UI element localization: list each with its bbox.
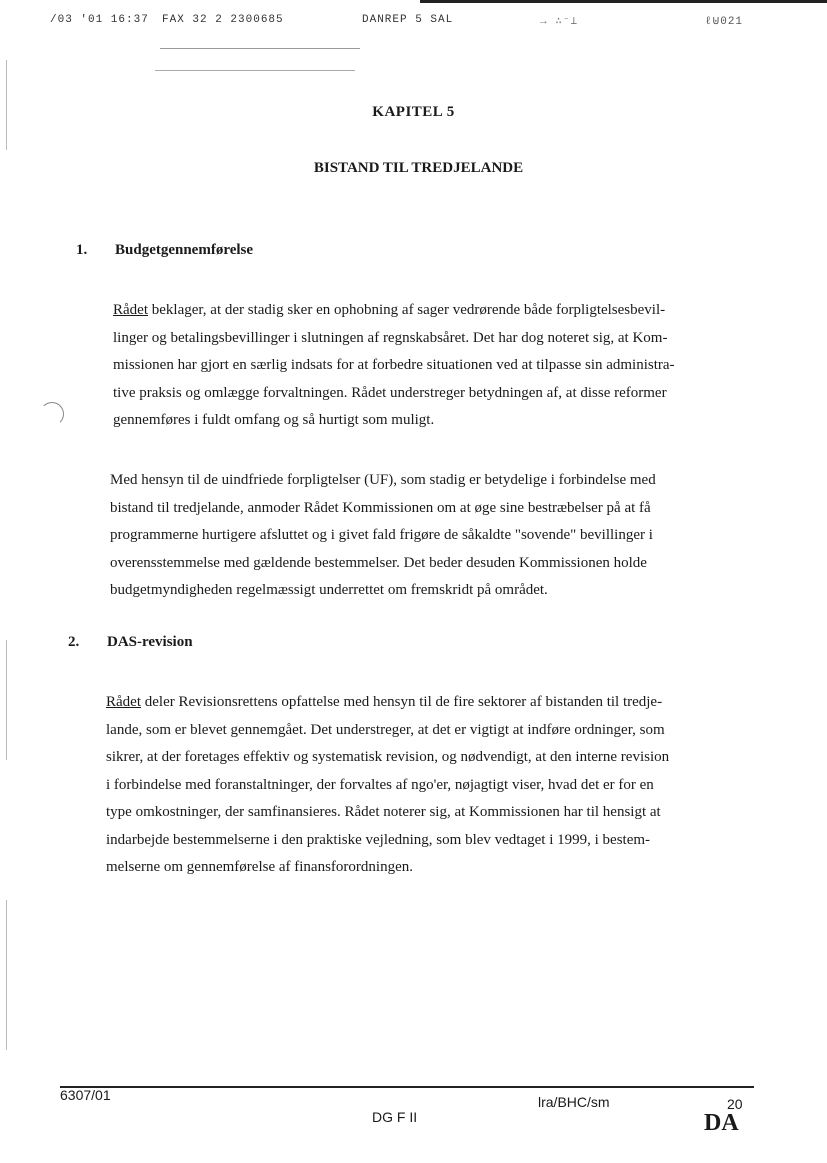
initials: lra/BHC/sm xyxy=(538,1094,610,1110)
section-number: 1. xyxy=(76,242,88,258)
fax-mid-marks: → ∴⁻⊥ xyxy=(540,16,579,28)
header-rule xyxy=(155,70,355,71)
header-rule xyxy=(160,48,360,49)
margin-mark xyxy=(40,402,64,426)
text-line: gennemføres i fuldt omfang og så hurtigt som muligt. xyxy=(113,412,435,428)
text-line: overensstemmelse med gældende bestemmelser. Det beder desuden Kommissionen holde xyxy=(110,554,647,571)
text-line: programmerne hurtigere afsluttet og i givet fald frigøre de såkaldte "sovende" bevillinger i xyxy=(110,527,653,543)
text-line: tive praksis og omlægge forvaltningen. Rådet understreger betydningen af, at disse reformer xyxy=(113,384,667,401)
text-line: budgetmyndigheden regelmæssigt underrettet om fremskridt på området. xyxy=(110,582,548,598)
text-line: sikrer, at der foretages effektiv og systematisk revision, og nødvendigt, at den interne revision xyxy=(106,749,670,765)
text-line: type omkostninger, der samfinansieres. Rådet noterer sig, at Kommissionen har til hensigt at xyxy=(106,804,661,820)
fax-header xyxy=(50,14,757,34)
text-line: i forbindelse med foranstaltninger, der forvaltes af ngo'er, nøjagtigt viser, hvad det er for en xyxy=(106,776,654,793)
page-number: 20 xyxy=(727,1096,743,1112)
chapter-title: BISTAND TIL TREDJELANDE xyxy=(313,160,524,176)
text-line: melserne om gennemførelse af finansforordningen. xyxy=(106,859,413,875)
doc-number: 6307/01 xyxy=(60,1087,111,1103)
scan-edge-line xyxy=(6,900,7,1050)
text-line: missionen har gjort en særlig indsats for at forbedre situationen ved at tilpasse sin administra- xyxy=(113,357,675,373)
paragraph-lead: Rådet xyxy=(106,694,141,710)
fax-number: FAX 32 2 2300685 xyxy=(162,14,284,26)
paragraph xyxy=(113,297,741,435)
text-line: lande, som er blevet gennemgået. Det understreger, at det er vigtigt at indføre ordninger, som xyxy=(106,721,665,738)
fax-date: /03 '01 16:37 xyxy=(50,14,149,26)
fax-page-mark: ℓ⊎021 xyxy=(705,16,744,28)
text-line: Rådet deler Revisionsrettens opfattelse med hensyn til de fire sektorer af bistanden til tredje- xyxy=(106,694,663,710)
section-title: Budgetgennemførelse xyxy=(115,242,254,258)
directorate: DG F II xyxy=(372,1109,418,1125)
text-line: linger og betalingsbevillinger i slutningen af regnskabsåret. Det har dog noteret sig, at Kom- xyxy=(113,329,668,346)
fax-sender: DANREP 5 SAL xyxy=(362,14,454,26)
scan-edge-line xyxy=(6,640,7,760)
text-line: bistand til tredjelande, anmoder Rådet Kommissionen om at øge sine bestræbelser på at få xyxy=(110,499,651,516)
paragraph-lead: Rådet xyxy=(113,302,148,318)
section-number: 2. xyxy=(68,634,80,650)
paragraph xyxy=(106,689,746,882)
chapter-number: KAPITEL 5 xyxy=(372,104,455,120)
text-line: Rådet beklager, at der stadig sker en ophobning af sager vedrørende både forpligtelsesbevil- xyxy=(113,302,666,318)
top-edge-rule xyxy=(420,0,827,3)
footer-rule xyxy=(60,1086,754,1088)
section-title: DAS-revision xyxy=(107,634,193,650)
text-line: indarbejde bestemmelserne i den praktiske vejledning, som blev vedtaget i 1999, i bestem- xyxy=(106,831,651,848)
language-code: DA xyxy=(704,1110,739,1136)
paragraph xyxy=(110,467,734,605)
text-line: Med hensyn til de uindfriede forpligtelser (UF), som stadig er betydelige i forbindelse med xyxy=(110,472,656,488)
